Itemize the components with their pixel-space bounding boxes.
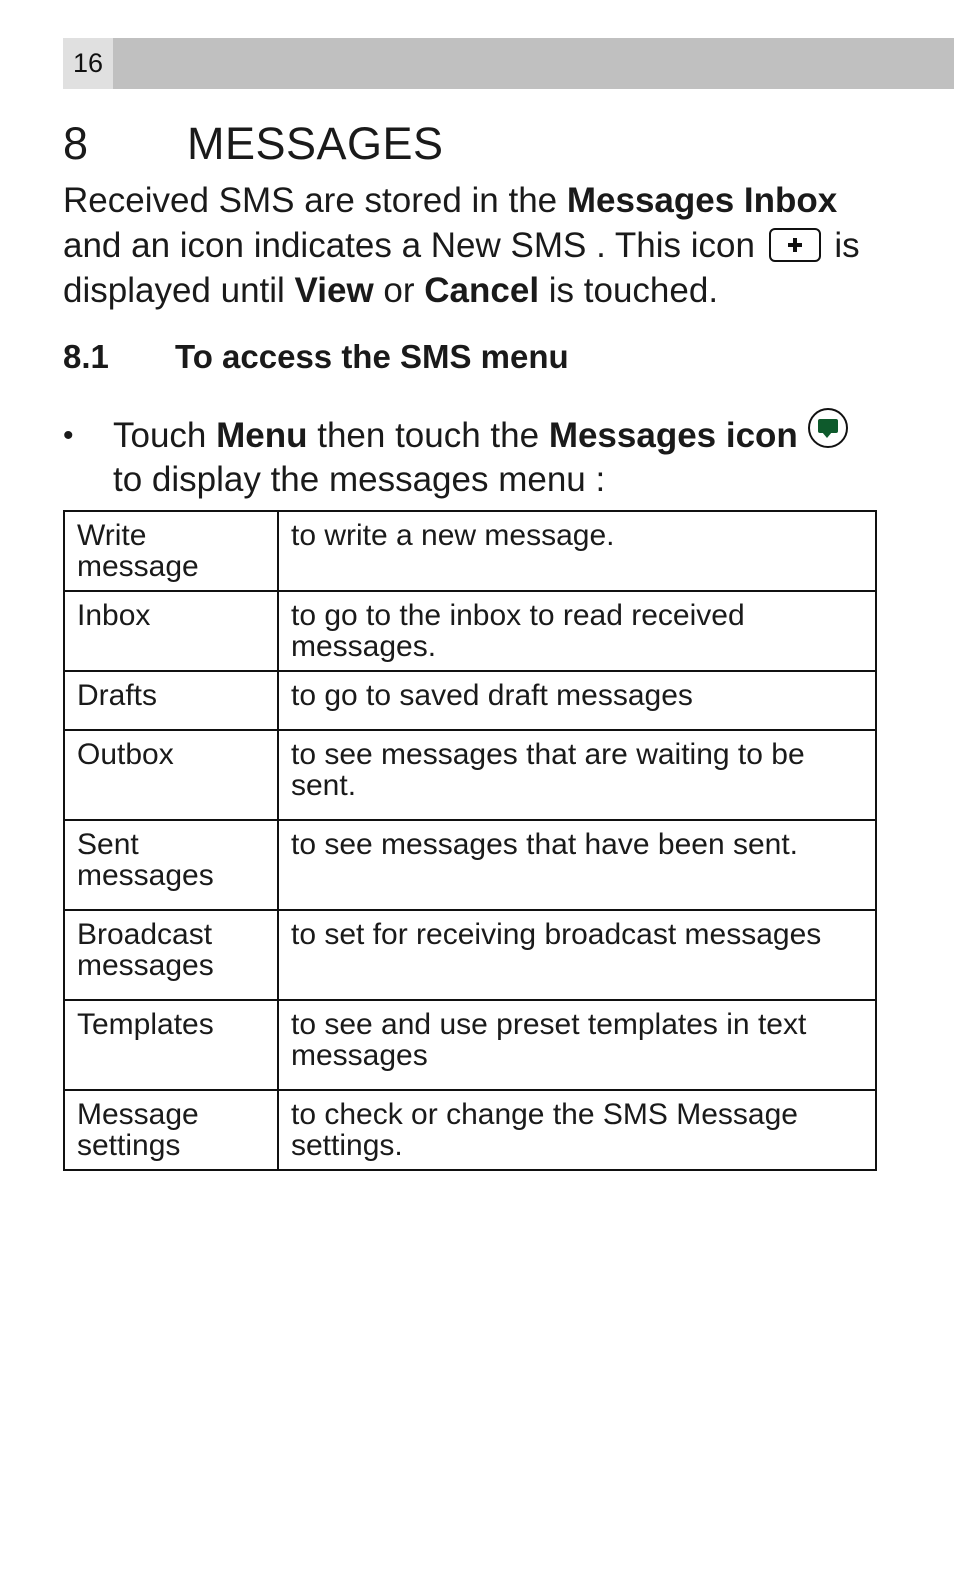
table-row [64,730,876,820]
messages-icon [808,408,848,448]
menu-item-label: Outbox [64,730,278,820]
table-row [64,591,876,671]
table-row [64,671,876,730]
intro-paragraph [63,178,883,313]
bullet-dot: • [63,419,74,452]
bullet-text-1: Touch [113,416,217,455]
header-bar [63,38,954,89]
intro-bold-cancel: Cancel [424,271,540,310]
table-row [64,820,876,910]
intro-text-5: is touched. [539,271,719,310]
intro-text-3: is displayed until [63,226,860,310]
menu-item-label: Templates [64,1000,278,1090]
intro-bold-view: View [294,271,374,310]
intro-bold-messages-inbox: Messages Inbox [566,181,838,220]
menu-item-label: Broadcast messages [64,910,278,1000]
instruction-bullet [63,414,893,502]
menu-item-label: Drafts [64,671,278,730]
menu-item-label: Write message [64,511,278,591]
intro-text-1: Received SMS are stored in the [63,181,567,220]
menu-item-label: Inbox [64,591,278,671]
menu-item-description: to go to the inbox to read received messages. [278,591,876,671]
table-row [64,511,876,591]
menu-item-description: to see messages that have been sent. [278,820,876,910]
bullet-text-3: to display the messages menu : [113,460,606,499]
table-row [64,1000,876,1090]
menu-item-description: to check or change the SMS Message settings. [278,1090,876,1170]
section-name: To access the SMS menu [175,338,569,375]
table-row [64,910,876,1000]
chapter-name: MESSAGES [187,118,444,169]
bullet-bold-menu: Menu [216,416,308,455]
page-number: 16 [63,38,113,89]
section-title [63,336,569,378]
bullet-text [113,414,893,502]
intro-text-2: and an icon indicates a New SMS . This icon [63,226,765,265]
bullet-bold-messages-icon: Messages icon [548,416,798,455]
section-number: 8.1 [63,338,109,375]
chapter-title [63,116,444,172]
menu-item-description: to write a new message. [278,511,876,591]
bullet-text-2: then touch the [307,416,549,455]
chapter-number: 8 [63,118,89,169]
menu-item-label: Sent messages [64,820,278,910]
menu-item-description: to see and use preset templates in text messages [278,1000,876,1090]
messages-menu-table [63,510,877,1171]
menu-item-description: to see messages that are waiting to be sent. [278,730,876,820]
intro-text-4: or [373,271,425,310]
menu-item-label: Message settings [64,1090,278,1170]
menu-item-description: to set for receiving broadcast messages [278,910,876,1000]
menu-item-description: to go to saved draft messages [278,671,876,730]
table-row [64,1090,876,1170]
new-sms-icon [769,228,821,262]
